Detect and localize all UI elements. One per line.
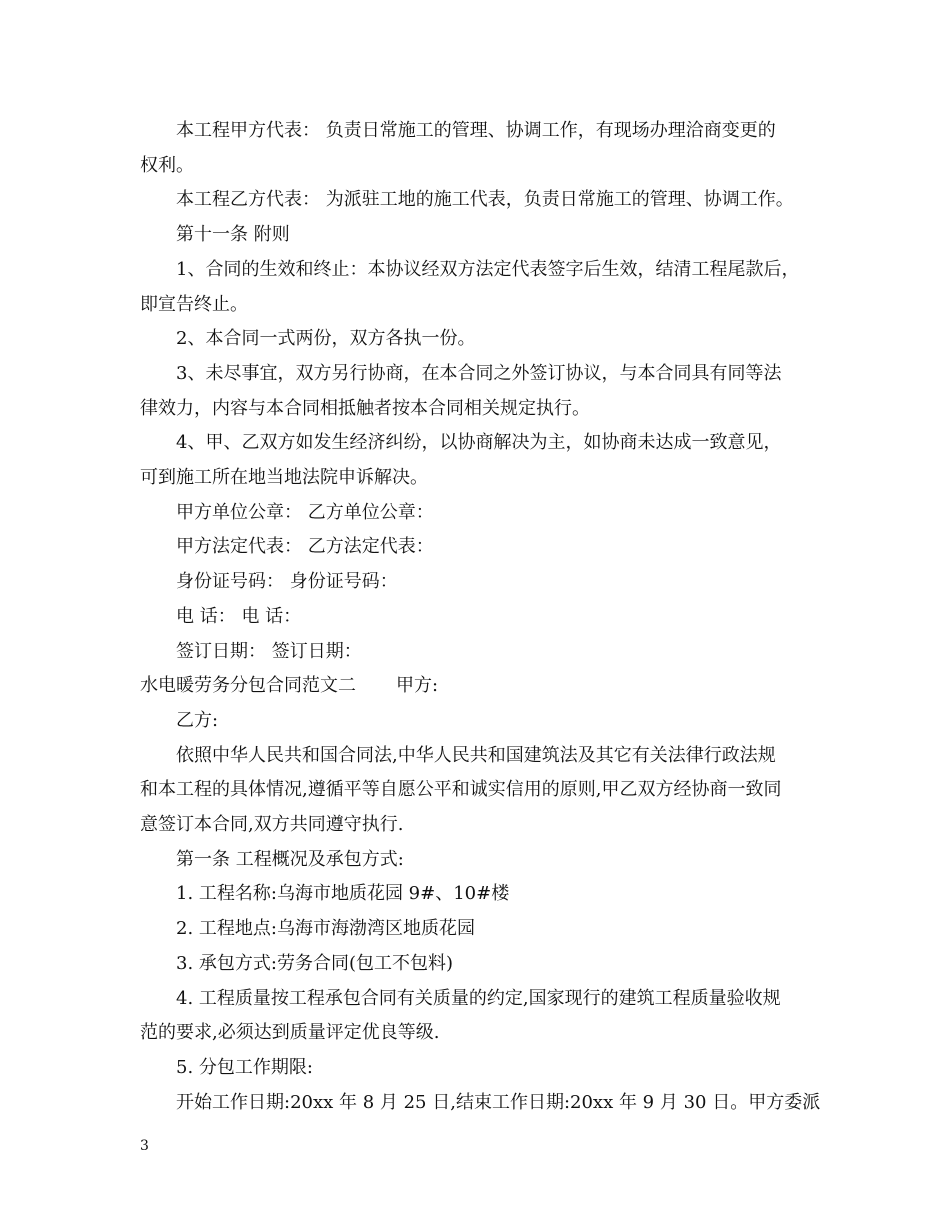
list-item: 2. 工程地点:乌海市海渤湾区地质花园 — [176, 918, 475, 940]
paragraph-line: 范的要求,必须达到质量评定优良等级. — [140, 1022, 440, 1044]
list-item: 3. 承包方式:劳务合同(包工不包料) — [176, 952, 454, 974]
paragraph-line: 2、本合同一式两份，双方各执一份。 — [176, 328, 476, 350]
list-item: 5. 分包工作期限: — [176, 1056, 313, 1078]
section-heading: 第一条 工程概况及承包方式: — [176, 848, 404, 870]
paragraph-line: 本工程乙方代表： 为派驻工地的施工代表，负责日常施工的管理、协调工作。 — [176, 189, 794, 211]
paragraph-line: 意签订本合同,双方共同遵守执行. — [140, 814, 404, 836]
paragraph-line: 开始工作日期:20xx 年 8 月 25 日,结束工作日期:20xx 年 9 月 30 日。甲方委派 — [176, 1091, 821, 1113]
paragraph-line: 3、未尽事宜，双方另行协商，在本合同之外签订协议，与本合同具有同等法 — [176, 362, 782, 384]
signature-field-line: 甲方单位公章： 乙方单位公章： — [176, 501, 434, 523]
paragraph-line: 1、合同的生效和终止：本协议经双方法定代表签字后生效，结清工程尾款后， — [176, 258, 800, 280]
paragraph-line: 可到施工所在地当地法院申诉解决。 — [140, 467, 428, 489]
paragraph-line: 即宣告终止。 — [140, 293, 248, 315]
paragraph-line: 4、甲、乙双方如发生经济纠纷，以协商解决为主，如协商未达成一致意见， — [176, 432, 782, 454]
signature-field-line: 电 话： 电 话： — [176, 605, 302, 627]
list-item: 1. 工程名称:乌海市地质花园 9#、10#楼 — [176, 883, 510, 905]
paragraph-line: 本工程甲方代表： 负责日常施工的管理、协调工作，有现场办理洽商变更的 — [176, 120, 776, 141]
signature-field-line: 甲方法定代表： 乙方法定代表： — [176, 536, 434, 558]
signature-field-line: 签订日期： 签订日期： — [176, 640, 362, 662]
paragraph-line: 权利。 — [140, 154, 194, 176]
document-body — [140, 114, 820, 1120]
page-number: 3 — [140, 1138, 149, 1154]
paragraph-line: 依照中华人民共和国合同法,中华人民共和国建筑法及其它有关法律行政法规 — [176, 744, 776, 766]
signature-field-line: 身份证号码： 身份证号码： — [176, 571, 398, 593]
section-heading: 第十一条 附则 — [176, 224, 290, 246]
contract-title: 水电暖劳务分包合同范文二 — [140, 675, 356, 697]
list-item: 4. 工程质量按工程承包合同有关质量的约定,国家现行的建筑工程质量验收规 — [176, 987, 781, 1009]
party-b-label: 乙方: — [176, 709, 219, 731]
paragraph-line: 律效力，内容与本合同相抵触者按本合同相关规定执行。 — [140, 397, 590, 419]
paragraph-line: 和本工程的具体情况,遵循平等自愿公平和诚实信用的原则,甲乙双方经协商一致同 — [140, 779, 782, 801]
party-a-label: 甲方: — [396, 675, 439, 697]
contract-title-line — [140, 669, 820, 704]
